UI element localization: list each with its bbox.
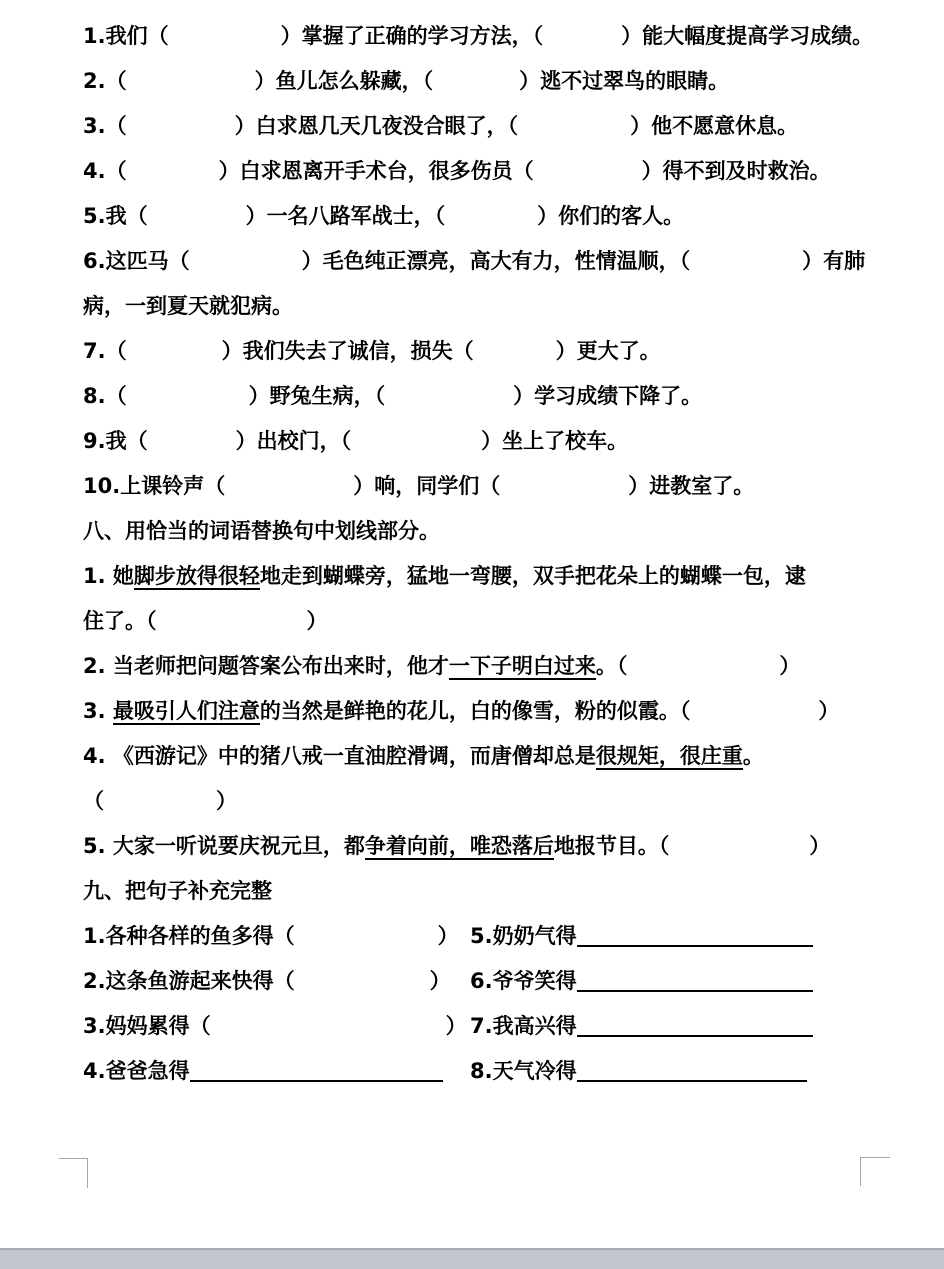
paren-blank-space [518, 132, 630, 133]
paren-blank-space [211, 1032, 446, 1033]
paren-blank-space [627, 672, 779, 673]
text-segment: ）响，同学们（ [353, 474, 501, 498]
text-segment: ）能大幅度提高学习成绩。 [621, 24, 874, 48]
q7-item-1 [83, 14, 874, 59]
text-segment: ）一名八路军战士，（ [245, 204, 446, 228]
text-segment: ）坐上了校车。 [481, 429, 629, 453]
text-segment: ）鱼儿怎么躲藏，（ [254, 69, 434, 93]
paren-blank-space [104, 807, 216, 808]
text-segment: 2.这条鱼游起来快得（ [83, 969, 295, 993]
q9-row-2-left [83, 959, 470, 1004]
text-segment: 6.这匹马（ [83, 249, 190, 273]
paren-blank-space [534, 177, 642, 178]
text-segment: ）我们失去了诚信，损失（ [221, 339, 474, 363]
text-segment: 1.各种各样的鱼多得（ [83, 924, 295, 948]
text-segment: 病，一到夏天就犯病。 [83, 294, 293, 318]
q8-item-3 [83, 689, 874, 734]
section-8-heading [83, 509, 874, 554]
text-segment: 4.（ [83, 159, 127, 183]
paren-blank-space [127, 132, 235, 133]
text-segment: 5.奶奶气得 [470, 924, 577, 948]
worksheet-lines [0, 14, 944, 1094]
paren-blank-space [351, 447, 481, 448]
text-segment: 地走到蝴蝶旁，猛地一弯腰，双手把花朵上的蝴蝶一包，逮 [259, 564, 806, 588]
q7-item-3 [83, 104, 874, 149]
text-segment: 3.（ [83, 114, 127, 138]
text-segment: ）你们的客人。 [537, 204, 685, 228]
underlined-phrase: 争着向前，唯恐落后 [364, 834, 554, 858]
text-segment: 。（ [595, 654, 628, 678]
paren-blank-space [148, 447, 236, 448]
fill-in-blank-line [577, 1016, 813, 1037]
text-segment: ）更大了。 [555, 339, 661, 363]
q8-item-1 [83, 554, 874, 599]
text-segment: 。 [742, 744, 764, 768]
paren-blank-space [169, 42, 281, 43]
q9-row-4 [83, 1049, 874, 1094]
text-segment: 6.爷爷笑得 [470, 969, 577, 993]
q9-row-1-left [83, 914, 470, 959]
fill-in-blank-line [577, 926, 813, 947]
text-segment: ） [445, 1014, 467, 1038]
underlined-phrase: 最吸引人们注意 [112, 699, 260, 723]
paren-blank-space [127, 402, 249, 403]
q7-item-4 [83, 149, 874, 194]
text-segment: ） [429, 969, 451, 993]
text-segment: ） [818, 699, 840, 723]
fill-in-blank-line [190, 1061, 443, 1082]
paren-blank-space [474, 357, 556, 358]
paren-blank-space [543, 42, 621, 43]
q7-item-6 [83, 239, 874, 284]
q7-item-9 [83, 419, 874, 464]
q8-item-5 [83, 824, 874, 869]
bottom-bar [0, 1248, 944, 1269]
underlined-phrase: 很规矩，很庄重 [595, 744, 743, 768]
q8-item-4-wrap [83, 779, 874, 824]
q8-item-1-wrap [83, 599, 874, 644]
q9-row-4-right [470, 1049, 807, 1094]
text-segment: 7.（ [83, 339, 127, 363]
paren-blank-space [127, 87, 255, 88]
text-segment: 八、用恰当的词语替换句中划线部分。 [83, 519, 440, 543]
q9-row-3 [83, 1004, 874, 1049]
q9-row-2 [83, 959, 874, 1004]
text-segment: 8.（ [83, 384, 127, 408]
text-segment: 2.（ [83, 69, 127, 93]
q7-item-6-wrap [83, 284, 874, 329]
text-segment: ）得不到及时救治。 [641, 159, 831, 183]
section-9-heading [83, 869, 874, 914]
underlined-phrase: 一下子明白过来 [448, 654, 596, 678]
paren-blank-space [295, 987, 430, 988]
paren-blank-space [500, 492, 628, 493]
text-segment: 10.上课铃声（ [83, 474, 226, 498]
text-segment: 1. 她 [83, 564, 134, 588]
q8-item-2 [83, 644, 874, 689]
text-segment: 地报节目。（ [553, 834, 670, 858]
q9-row-1 [83, 914, 874, 959]
text-segment: ）出校门，（ [235, 429, 352, 453]
text-segment: ）他不愿意休息。 [630, 114, 799, 138]
crop-mark-right-vertical [860, 1157, 861, 1186]
text-segment: ）掌握了正确的学习方法，（ [280, 24, 544, 48]
paren-blank-space [385, 402, 513, 403]
text-segment: 9.我（ [83, 429, 148, 453]
text-segment: 1.我们（ [83, 24, 169, 48]
text-segment: ） [437, 924, 459, 948]
paren-blank-space [225, 492, 353, 493]
q7-item-7 [83, 329, 874, 374]
text-segment: ）逃不过翠鸟的眼睛。 [519, 69, 730, 93]
q8-item-4 [83, 734, 874, 779]
paren-blank-space [127, 177, 219, 178]
text-segment: ）有肺 [802, 249, 866, 273]
text-segment: ） [216, 789, 237, 813]
q7-item-10 [83, 464, 874, 509]
paren-blank-space [669, 852, 809, 853]
q7-item-8 [83, 374, 874, 419]
text-segment: 3. [83, 699, 113, 723]
text-segment: 2. 当老师把问题答案公布出来时，他才 [83, 654, 449, 678]
crop-mark-right-horizontal [860, 1157, 890, 1158]
text-segment: ）学习成绩下降了。 [513, 384, 703, 408]
text-segment: 5.我（ [83, 204, 148, 228]
paren-blank-space [148, 222, 246, 223]
paren-blank-space [127, 357, 222, 358]
text-segment: ） [809, 834, 831, 858]
text-segment: ）白求恩离开手术台，很多伤员（ [218, 159, 534, 183]
paren-blank-space [190, 267, 302, 268]
text-segment: ）野兔生病，（ [248, 384, 386, 408]
text-segment: ）毛色纯正漂亮，高大有力，性情温顺，（ [301, 249, 691, 273]
text-segment: ） [306, 609, 328, 633]
crop-mark-left-horizontal [59, 1158, 88, 1159]
q7-item-5 [83, 194, 874, 239]
q9-row-3-left [83, 1004, 470, 1049]
paren-blank-space [433, 87, 519, 88]
text-segment: 5. 大家一听说要庆祝元旦，都 [83, 834, 365, 858]
underlined-phrase: 脚步放得很轻 [133, 564, 260, 588]
text-segment: 7.我高兴得 [470, 1014, 577, 1038]
text-segment: 的当然是鲜艳的花儿，白的像雪，粉的似霞。（ [259, 699, 691, 723]
text-segment: 住了。（ [83, 609, 157, 633]
q9-row-1-right [470, 914, 813, 959]
q9-row-2-right [470, 959, 813, 1004]
paren-blank-space [295, 942, 438, 943]
fill-in-blank-line [577, 1061, 807, 1082]
text-segment: （ [83, 789, 104, 813]
fill-in-blank-line [577, 971, 813, 992]
text-segment: ） [779, 654, 801, 678]
crop-mark-left-vertical [87, 1158, 88, 1188]
text-segment: ）白求恩几天几夜没合眼了，（ [234, 114, 519, 138]
text-segment: 3.妈妈累得（ [83, 1014, 211, 1038]
q9-row-4-left [83, 1049, 470, 1094]
paren-blank-space [690, 267, 802, 268]
text-segment: 4.爸爸急得 [83, 1059, 190, 1083]
paren-blank-space [445, 222, 537, 223]
q7-item-2 [83, 59, 874, 104]
q9-row-3-right [470, 1004, 813, 1049]
text-segment: ）进教室了。 [628, 474, 755, 498]
text-segment: 8.天气冷得 [470, 1059, 577, 1083]
text-segment: 4. 《西游记》中的猪八戒一直油腔滑调，而唐僧却总是 [83, 744, 596, 768]
text-segment: 九、把句子补充完整 [83, 879, 272, 903]
paren-blank-space [690, 717, 818, 718]
paren-blank-space [157, 627, 307, 628]
